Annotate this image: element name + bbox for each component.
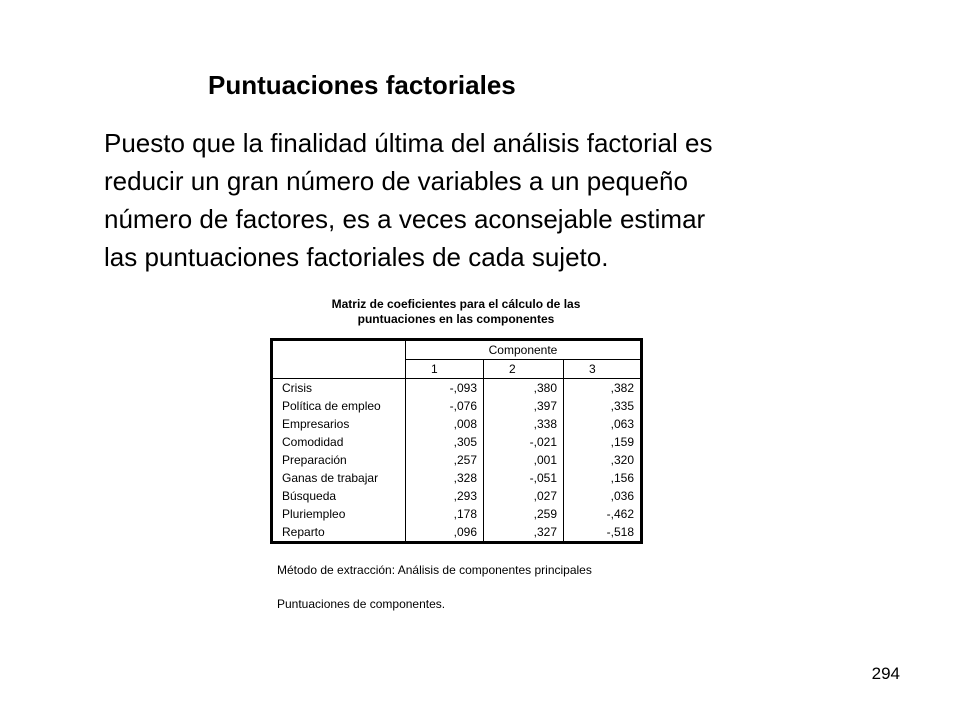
column-header: 2	[484, 360, 564, 379]
table-cell: ,156	[564, 469, 642, 487]
row-label: Pluriempleo	[272, 505, 406, 523]
table-row	[272, 397, 642, 415]
table-cell: ,036	[564, 487, 642, 505]
table-row	[272, 487, 642, 505]
table-cell: -,051	[484, 469, 564, 487]
table-cell: -,518	[564, 523, 642, 543]
table-row	[272, 415, 642, 433]
table-cell: ,293	[406, 487, 484, 505]
table-cell: -,021	[484, 433, 564, 451]
table-row	[272, 451, 642, 469]
row-label: Reparto	[272, 523, 406, 543]
table-corner-cell	[272, 340, 406, 379]
table-cell: ,380	[484, 379, 564, 398]
body-line: las puntuaciones factoriales de cada sujeto.	[104, 242, 609, 272]
table-cell: ,320	[564, 451, 642, 469]
coefficient-matrix-table	[270, 338, 643, 544]
body-line: número de factores, es a veces aconsejable estimar	[104, 204, 706, 234]
table-caption-line: puntuaciones en las componentes	[357, 312, 555, 326]
table-cell: -,076	[406, 397, 484, 415]
slide-title: Puntuaciones factoriales	[208, 70, 516, 100]
body-paragraph	[104, 124, 874, 276]
table-cell: ,001	[484, 451, 564, 469]
row-label: Ganas de trabajar	[272, 469, 406, 487]
row-label: Preparación	[272, 451, 406, 469]
table-footnote-extraction: Método de extracción: Análisis de componentes principales	[277, 563, 592, 577]
table-cell: ,327	[484, 523, 564, 543]
column-group-header: Componente	[406, 340, 642, 360]
table-cell: ,397	[484, 397, 564, 415]
table-row	[272, 433, 642, 451]
page-number: 294	[871, 664, 900, 683]
table-cell: ,382	[564, 379, 642, 398]
row-label: Empresarios	[272, 415, 406, 433]
table-cell: -,462	[564, 505, 642, 523]
table-footnote-scores: Puntuaciones de componentes.	[277, 597, 446, 611]
table-cell: ,338	[484, 415, 564, 433]
table-cell: ,008	[406, 415, 484, 433]
row-label: Crisis	[272, 379, 406, 398]
body-line: reducir un gran número de variables a un pequeño	[104, 166, 688, 196]
column-header: 3	[564, 360, 642, 379]
table-cell: -,093	[406, 379, 484, 398]
table-caption	[270, 297, 642, 327]
table-row	[272, 379, 642, 398]
table-cell: ,305	[406, 433, 484, 451]
row-label: Política de empleo	[272, 397, 406, 415]
table-row	[272, 505, 642, 523]
column-header: 1	[406, 360, 484, 379]
table-caption-line: Matriz de coeficientes para el cálculo de las	[331, 297, 581, 311]
table-cell: ,335	[564, 397, 642, 415]
table-row	[272, 523, 642, 543]
body-line: Puesto que la finalidad última del análisis factorial es	[104, 128, 713, 158]
table-cell: ,257	[406, 451, 484, 469]
table-cell: ,159	[564, 433, 642, 451]
table-cell: ,178	[406, 505, 484, 523]
table-cell: ,063	[564, 415, 642, 433]
table-cell: ,096	[406, 523, 484, 543]
row-label: Búsqueda	[272, 487, 406, 505]
table-row	[272, 469, 642, 487]
row-label: Comodidad	[272, 433, 406, 451]
table-cell: ,259	[484, 505, 564, 523]
table-cell: ,328	[406, 469, 484, 487]
table-cell: ,027	[484, 487, 564, 505]
